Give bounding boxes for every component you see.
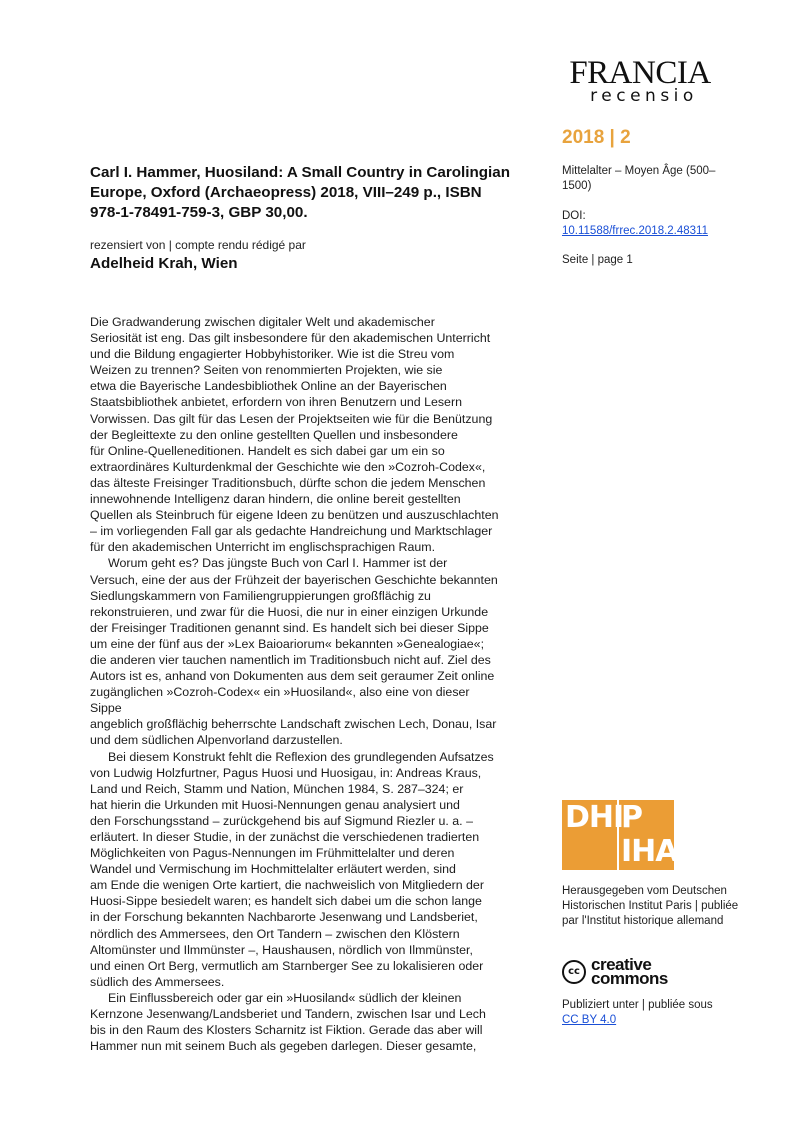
- reviewer-name: Adelheid Krah, Wien: [90, 255, 238, 272]
- body-line: Huosi-Sippe besiedelt waren; es handelt sich dabei um die schon lange: [90, 894, 482, 909]
- body-line: zugänglichen »Cozroh-Codex« ein »Huosiland«, also eine von dieser Sippe: [90, 685, 470, 716]
- review-title: [90, 163, 530, 223]
- body-line: am Ende die wenigen Orte kartiert, die nachweislich von Mitgliedern der: [90, 878, 484, 893]
- body-line: Altomünster und Ilmmünster –, Haushausen, nördlich von Ilmmünster,: [90, 942, 473, 957]
- cc-word: creative: [591, 955, 652, 974]
- body-line: und einen Ort Berg, vermutlich am Starnberger See zu lokalisieren oder: [90, 958, 484, 973]
- body-line: Kernzone Jesenwang/Landsberiet und Tandern, zwischen Isar und Lech: [90, 1007, 486, 1022]
- body-line: von Ludwig Holzfurtner, Pagus Huosi und Huosigau, in: Andreas Kraus,: [90, 765, 482, 780]
- license-label: Publiziert unter | publiée sous: [562, 999, 713, 1011]
- body-paragraph: [90, 555, 500, 748]
- period-line: 1500): [562, 180, 592, 192]
- title-line: 978-1-78491-759-3, GBP 30,00.: [90, 204, 308, 221]
- body-line: Die Gradwanderung zwischen digitaler Welt und akademischer: [90, 315, 435, 329]
- body-line: Quellen als Steinbruch für eigene Ideen zu benützen und auszuschlachten: [90, 508, 499, 523]
- body-line: Siedlungskammern von Familiengruppierungen großflächig zu: [90, 588, 431, 603]
- body-line: Autors ist es, anhand von Dokumenten aus dem seit geraumer Zeit online: [90, 669, 495, 684]
- review-body: [90, 314, 500, 1054]
- body-line: Versuch, eine der aus der Frühzeit der bayerischen Geschichte bekannten: [90, 572, 498, 587]
- body-line: Staatsbibliothek anbietet, erfordern von ihren Benutzern und Lesern: [90, 395, 462, 410]
- license-link[interactable]: CC BY 4.0: [562, 1014, 617, 1026]
- body-line: Wandel und Vermischung im Hochmittelalter erläutert werden, sind: [90, 862, 456, 877]
- period-info: [562, 164, 715, 194]
- doi-block: [562, 209, 708, 239]
- body-line: innewohnende Intelligenz daran hindern, die online bereit gestellten: [90, 492, 461, 507]
- body-line: Vorwissen. Das gilt für das Lesen der Projektseiten wie für die Benützung: [90, 411, 493, 426]
- body-line: Hammer nun mit seinem Buch als gegeben darlegen. Dieser gesamte,: [90, 1039, 477, 1054]
- body-line: bis in den Raum des Klosters Scharnitz ist Fiktion. Gerade das aber will: [90, 1023, 483, 1038]
- body-line: nördlich des Ammersees, den Ort Tandern – zwischen den Klöstern: [90, 926, 460, 941]
- body-line: für Online-Quelleneditionen. Handelt es sich dabei gar um ein so: [90, 443, 445, 458]
- body-line: das älteste Freisinger Traditionsbuch, dürfte schon die jedem Menschen: [90, 475, 486, 490]
- body-line: um eine der fünf aus der »Lex Baioariorum« bekannten »Genealogiae«;: [90, 636, 485, 651]
- body-line: in der Forschung bekannten Nachbarorte Jesenwang und Landsberiet,: [90, 910, 478, 925]
- license-block: [562, 998, 713, 1028]
- body-line: – im vorliegenden Fall gar als gedachte Handreichung und Marktschlager: [90, 524, 493, 539]
- logo-text-iha: IHA: [621, 834, 678, 869]
- body-line: erläutert. In dieser Studie, in der zunächst die verschiedenen tradierten: [90, 830, 480, 844]
- body-line: den Forschungsstand – zurückgehend bis auf Sigmund Riezler u. a. –: [90, 813, 473, 828]
- body-line: Worum geht es? Das jüngste Buch von Carl I. Hammer ist der: [108, 556, 448, 571]
- publisher-info: [562, 884, 738, 929]
- reviewed-by-label: rezensiert von | compte rendu rédigé par: [90, 238, 306, 252]
- doi-link[interactable]: 10.11588/frrec.2018.2.48311: [562, 225, 708, 237]
- dhi-iha-logo: [562, 800, 678, 870]
- title-line: Carl I. Hammer, Huosiland: A Small Country in Carolingian: [90, 164, 510, 181]
- body-line: angeblich großflächig beherrschte Landschaft zwischen Lech, Donau, Isar: [90, 717, 497, 732]
- body-line: hat hierin die Urkunden mit Huosi-Nennungen genau analysiert und: [90, 797, 460, 812]
- doi-label: DOI:: [562, 210, 586, 222]
- publisher-line: par l'Institut historique allemand: [562, 915, 724, 927]
- body-line: Seriosität ist eng. Das gilt insbesondere für den akademischen Unterricht: [90, 331, 491, 346]
- cc-icon: cc: [562, 960, 586, 984]
- publisher-line: Historischen Institut Paris | publiée: [562, 900, 739, 912]
- logo-main-text: FRANCIA: [569, 55, 711, 91]
- body-line: Möglichkeiten von Pagus-Nennungen im Frühmittelalter und deren: [90, 846, 455, 861]
- body-line: für den akademischen Unterricht im englischsprachigen Raum.: [90, 540, 436, 555]
- body-line: extraordinäres Kulturdenkmal der Geschichte wie den »Cozroh-Codex«,: [90, 459, 486, 474]
- body-line: etwa die Bayerische Landesbibliothek Online an der Bayerischen: [90, 379, 447, 394]
- body-line: Land und Reich, Stamm und Nation, München 1984, S. 287–324; er: [90, 781, 464, 796]
- body-line: Ein Einflussbereich oder gar ein »Huosiland« südlich der kleinen: [108, 990, 462, 1005]
- period-line: Mittelalter – Moyen Âge (500–: [562, 165, 716, 177]
- title-line: Europe, Oxford (Archaeopress) 2018, VIII–249 p., ISBN: [90, 184, 482, 201]
- francia-recensio-logo: [560, 55, 720, 106]
- body-line: Bei diesem Konstrukt fehlt die Reflexion des grundlegenden Aufsatzes: [108, 749, 494, 764]
- body-line: rekonstruieren, und zwar für die Huosi, die nur in einer einzigen Urkunde: [90, 604, 489, 619]
- body-line: der Begleittexte zu den online gestellten Quellen und insbesondere: [90, 427, 458, 442]
- body-line: und die Bildung engagierter Hobbyhistoriker. Wie ist die Streu vom: [90, 347, 455, 362]
- body-line: Weizen zu trennen? Seiten von renommierten Projekten, wie sie: [90, 363, 443, 378]
- body-line: und dem südlichen Alpenvorland darzustellen.: [90, 733, 343, 748]
- logo-text-dhi: DHI: [565, 800, 624, 835]
- logo-sub-text: recensio: [590, 86, 698, 106]
- body-paragraph: [90, 314, 500, 555]
- body-paragraph: [90, 990, 500, 1054]
- issue-number: 2018 | 2: [562, 127, 631, 148]
- body-line: die anderen vier tauchen namentlich im Traditionsbuch nicht auf. Ziel des: [90, 652, 491, 667]
- publisher-line: Herausgegeben vom Deutschen: [562, 885, 727, 897]
- creative-commons-logo: [562, 955, 692, 988]
- body-line: der Freisinger Traditionen genannt sind. Es handelt sich bei dieser Sippe: [90, 620, 489, 635]
- cc-word: commons: [591, 969, 668, 988]
- body-line: südlich des Ammersees.: [90, 974, 225, 989]
- logo-text-p: P: [621, 800, 642, 835]
- body-paragraph: [90, 749, 500, 990]
- page-number: Seite | page 1: [562, 254, 633, 266]
